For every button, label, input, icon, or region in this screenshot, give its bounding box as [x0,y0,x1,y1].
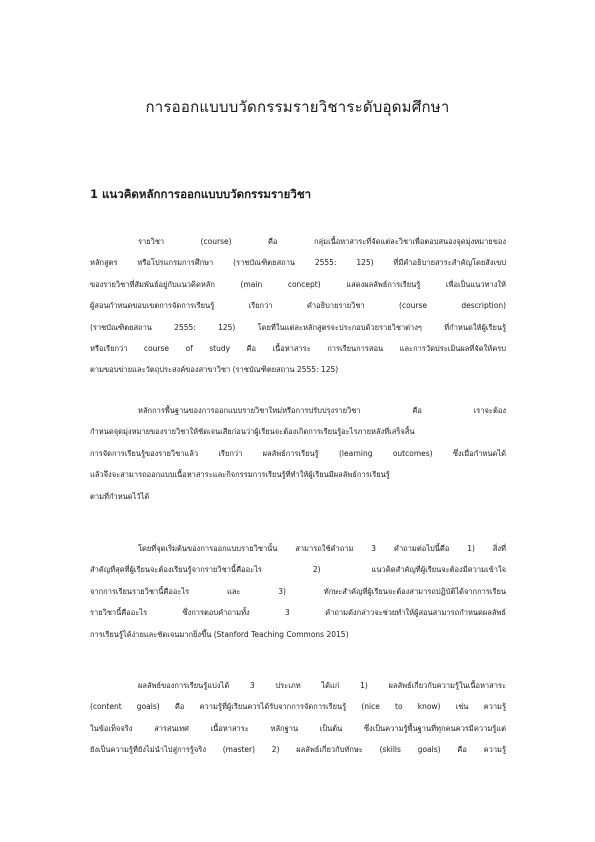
paragraph-line: ผู้สอนกำหนดขอบเขตการจัดการเรียนรู้ เรียกว่า คำอธิบายรายวิชา (course description) [90,301,506,311]
paragraph-line: รายวิชานี้คืออะไร ซึ่งการตอบคำถามทั้ง 3 คำถามดังกล่าวจะช่วยทำให้ผู้สอนสามารถกำหนดผลลัพธ์ [90,608,506,618]
paragraph-line: แล้วจึงจะสามารถออกแบบเนื้อหาสาระและกิจกรรมการเรียนรู้ที่ทำให้ผู้เรียนมีผลลัพธ์การเรียนรู้ [90,470,390,480]
paragraph-line: ยังเป็นความรู้ที่ยังไม่นำไปสู่การรู้จริง (master) 2) ผลลัพธ์เกี่ยวกับทักษะ (skills goals) คือ ความรู้ [90,745,506,755]
paragraph-line: ตามที่กำหนดไว้ได้ [90,491,150,501]
paragraph-line: กำหนดจุดมุ่งหมายของรายวิชาให้ชัดเจนเสียก่อนว่าผู้เรียนจะต้องเกิดการเรียนรู้อะไรภายหลังที่เสร็จสิ้น [90,427,415,437]
paragraph [90,400,506,507]
paragraph-line: (ราชบัณฑิตยสถาน 2555: 125) โดยที่ในแต่ละหลักสูตรจะประกอบด้วยรายวิชาต่างๆ ที่กำหนดให้ผู้เรียนรู้ [90,322,506,332]
paragraph-line: จากการเรียนรายวิชานี้คืออะไร และ 3) ทักษะสำคัญที่ผู้เรียนจะต้องสามารถปฏิบัติได้จากการเรียน [90,586,506,596]
paragraph-line: รายวิชา (course) คือ กลุ่มเนื้อหาสาระที่จัดแต่ละวิชาเพื่อตอบสนองจุดมุ่งหมายของ [138,237,506,246]
paragraph-line: (content goals) คือ ความรู้ที่ผู้เรียนควรได้รับจากการจัดการเรียนรู้ (nice to know) เช่น ความรู้ [90,702,506,712]
paragraph [90,231,506,381]
paragraph-line: การเรียนรู้ได้ง่ายและชัดเจนมากยิ่งขึ้น (Stanford Teaching Commons 2015) [90,629,349,639]
paragraph-line: ตามขอบข่ายและวัตถุประสงค์ของสาขาวิชา (ราชบัณฑิตยสถาน 2555: 125) [90,365,339,375]
paragraph-line: หลักสูตร หรือโปรแกรมการศึกษา (ราชบัณฑิตยสถาน 2555: 125) ที่มีคำอธิบายสาระสำคัญโดยสังเขป [90,258,506,268]
paragraph-line: หลักการพื้นฐานของการออกแบบรายวิชาใหม่หรือการปรับปรุงรายวิชา คือ เราจะต้อง [138,406,506,415]
paragraph [90,538,506,645]
paragraph-line: สำคัญที่สุดที่ผู้เรียนจะต้องเรียนรู้จากรายวิชานี้คืออะไร 2) แนวคิดสำคัญที่ผู้เรียนจะต้องมีความเข้าใจ [90,565,506,575]
section-heading: 1 แนวคิดหลักการออกแบบบวัดกรรมรายวิชา [90,187,312,201]
paragraph [90,675,506,761]
document-title: การออกแบบบวัดกรรมรายวิชาระดับอุดมศึกษา [145,98,450,116]
paragraph-line: ของรายวิชาที่สัมพันธ์อยู่กับแนวคิดหลัก (main concept) แสดงผลลัพธ์การเรียนรู้ เพื่อเป็นแนวทางให้ [90,279,506,289]
paragraph-line: โดยที่จุดเริ่มต้นของการออกแบบรายวิชานั้น สามารถใช้คำถาม 3 คำถามต่อไปนี้คือ 1) สิ่งที่ [138,544,506,553]
paragraph-line: การจัดการเรียนรู้ของรายวิชาแล้ว เรียกว่า ผลลัพธ์การเรียนรู้ (learning outcomes) ซึ่งเมื่อกำหนดได้ [90,448,506,458]
paragraph-line: หรือเรียกว่า course of study คือ เนื้อหาสาระ การเรียนการสอน และการวัดประเมินผลที่จัดให้ครบ [90,343,506,353]
paragraph-line: ในข้อเท็จจริง สารสนเทศ เนื้อหาสาระ หลักฐาน เป็นต้น ซึ่งเป็นความรู้พื้นฐานที่ทุกคนควรมีความรู้แต่ [90,723,506,733]
paragraph-line: ผลลัพธ์ของการเรียนรู้แบ่งได้ 3 ประเภท ได้แก่ 1) ผลลัพธ์เกี่ยวกับความรู้ในเนื้อหาสาระ [138,681,506,690]
